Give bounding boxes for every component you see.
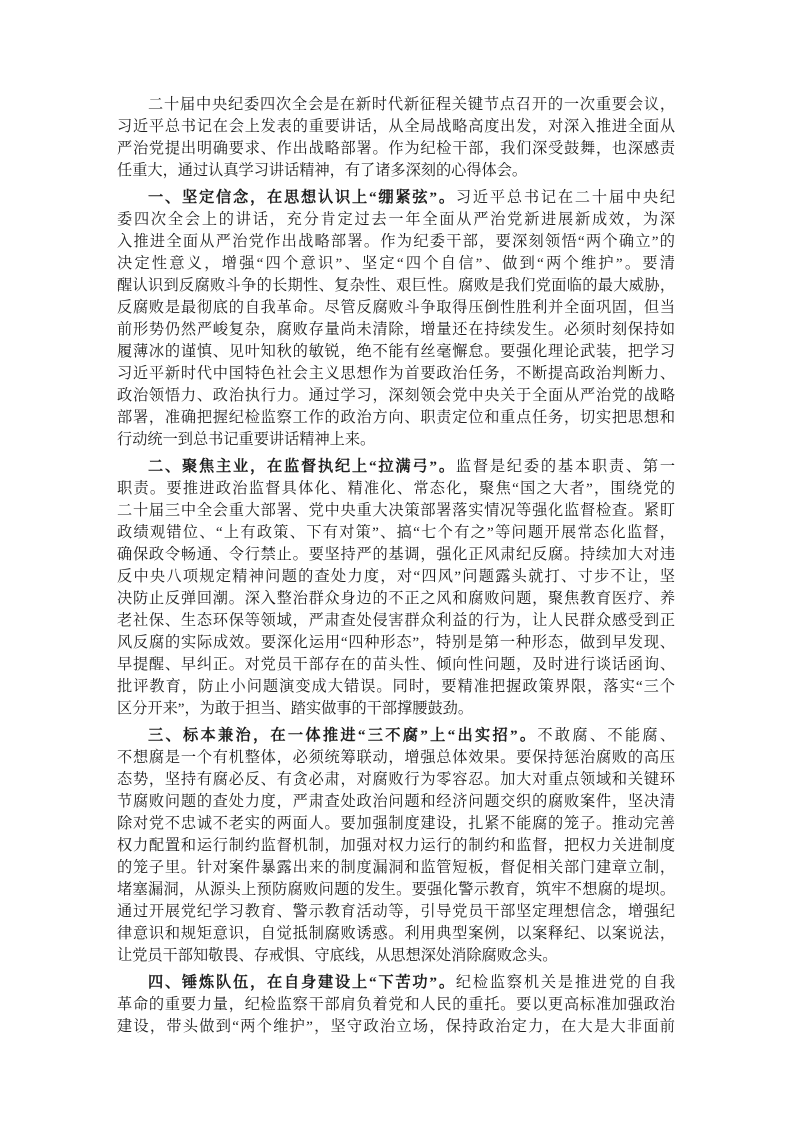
p3-line-11: 批评教育，防止小问题演变成大错误。同时，要精准把握政策界限，落实“三个 xyxy=(117,678,675,695)
p5-line-1 xyxy=(117,972,675,994)
p2-line-8: 履薄冰的谨慎、见叶知秋的敏锐，绝不能有丝毫懈怠。要强化理论武装，把学习 xyxy=(117,343,675,360)
p5-line-1-text: 纪检监察机关是推进党的自我 xyxy=(455,974,675,991)
p3-line-6: 反中央八项规定精神问题的查处力度，对“四风”问题露头就打、寸步不让，坚 xyxy=(117,568,675,585)
p3-line-5: 确保政令畅通、令行禁止。要坚持严的基调，强化正风肃纪反腐。持续加大对违 xyxy=(117,546,675,563)
p2-line-12: 行动统一到总书记重要讲话精神上来。 xyxy=(117,431,376,448)
p3-line-7: 决防止反弹回潮。深入整治群众身边的不正之风和腐败问题，聚焦教育医疗、养 xyxy=(117,590,675,607)
section-3-paragraph xyxy=(117,725,675,967)
p4-line-9: 通过开展党纪学习教育、警示教育活动等，引导党员干部坚定理想信念，增强纪 xyxy=(117,903,675,920)
p3-line-3: 二十届三中全会重大部署、党中央重大决策部署落实情况等强化监督检查。紧盯 xyxy=(117,502,675,519)
p2-line-6: 反腐败是最彻底的自我革命。尽管反腐败斗争取得压倒性胜利并全面巩固，但当 xyxy=(117,299,675,316)
section-2-heading: 二、聚焦主业，在监督执纪上“拉满弓”。 xyxy=(148,458,456,475)
p5-line-2: 革命的重要力量，纪检监察干部肩负着党和人民的重托。要以更高标准加强政治 xyxy=(117,996,675,1013)
p1-line-2: 习近平总书记在会上发表的重要讲话，从全局战略高度出发，对深入推进全面从 xyxy=(117,118,675,135)
p3-line-12: 区分开来”，为敢于担当、踏实做事的干部撑腰鼓劲。 xyxy=(117,700,474,717)
p4-line-4: 节腐败问题的查处力度，严肃查处政治问题和经济问题交织的腐败案件，坚决清 xyxy=(117,793,675,810)
p3-line-4: 政绩观错位、“上有政策、下有对策”、搞“七个有之”等问题开展常态化监督， xyxy=(117,524,675,541)
p3-line-1-text: 监督是纪委的基本职责、第一 xyxy=(455,458,675,475)
p2-line-3: 入推进全面从严治党作出战略部署。作为纪委干部，要深刻领悟“两个确立”的 xyxy=(117,233,675,250)
p3-line-2: 职责。要推进政治监督具体化、精准化、常态化，聚焦“国之大者”，围绕党的 xyxy=(117,480,675,497)
p3-line-8: 老社保、生态环保等领域，严肃查处侵害群众利益的行为，让人民群众感受到正 xyxy=(117,612,675,629)
p4-line-6: 权力配置和运行制约监督机制，加强对权力运行的制约和监督，把权力关进制度 xyxy=(117,837,675,854)
p4-line-3: 态势，坚持有腐必反、有贪必肃，对腐败行为零容忍。加大对重点领域和关键环 xyxy=(117,771,675,788)
p4-line-10: 律意识和规矩意识，自觉抵制腐败诱惑。利用典型案例，以案释纪、以案说法， xyxy=(117,925,675,942)
section-1-heading: 一、坚定信念，在思想认识上“绷紧弦”。 xyxy=(148,189,456,206)
intro-paragraph xyxy=(117,94,675,182)
p2-line-5: 醒认识到反腐败斗争的长期性、复杂性、艰巨性。腐败是我们党面临的最大威胁， xyxy=(117,277,675,294)
p2-line-4: 决定性意义，增强“四个意识”、坚定“四个自信”、做到“两个维护”。要清 xyxy=(117,255,675,272)
p1-line-3: 严治党提出明确要求、作出战略部署。作为纪检干部，我们深受鼓舞，也深感责 xyxy=(117,140,675,157)
p2-line-1-text: 习近平总书记在二十届中央纪 xyxy=(455,189,675,206)
p2-line-11: 部署，准确把握纪检监察工作的政治方向、职责定位和重点任务，切实把思想和 xyxy=(117,409,675,426)
document-body xyxy=(117,94,675,1038)
p3-line-10: 早提醒、早纠正。对党员干部存在的苗头性、倾向性问题，及时进行谈话函询、 xyxy=(117,656,675,673)
p4-line-1-text: 不敢腐、不能腐、 xyxy=(537,727,675,744)
p4-line-5: 除对党不忠诚不老实的两面人。要加强制度建设，扎紧不能腐的笼子。推动完善 xyxy=(117,815,675,832)
p3-line-1 xyxy=(117,456,675,478)
section-3-heading: 三、标本兼治，在一体推进“三不腐”上“出实招”。 xyxy=(148,727,538,744)
p5-line-3: 建设，带头做到“两个维护”，坚守政治立场，保持政治定力，在大是大非面前 xyxy=(117,1018,675,1035)
p1-line-1: 二十届中央纪委四次全会是在新时代新征程关键节点召开的一次重要会议， xyxy=(148,96,675,113)
p4-line-7: 的笼子里。针对案件暴露出来的制度漏洞和监管短板，督促相关部门建章立制， xyxy=(117,859,675,876)
section-1-paragraph xyxy=(117,187,675,451)
section-4-heading: 四、锤炼队伍，在自身建设上“下苦功”。 xyxy=(148,974,456,991)
p2-line-2: 委四次全会上的讲话，充分肯定过去一年全面从严治党新进展新成效，为深 xyxy=(117,211,675,228)
p2-line-9: 习近平新时代中国特色社会主义思想作为首要政治任务，不断提高政治判断力、 xyxy=(117,365,675,382)
p1-line-4: 任重大，通过认真学习讲话精神，有了诸多深刻的心得体会。 xyxy=(117,162,528,179)
p4-line-11: 让党员干部知敬畏、存戒惧、守底线，从思想深处消除腐败念头。 xyxy=(117,947,558,964)
p3-line-9: 风反腐的实际成效。要深化运用“四种形态”，特别是第一种形态，做到早发现、 xyxy=(117,634,675,651)
p4-line-1 xyxy=(117,725,675,747)
section-4-paragraph xyxy=(117,972,675,1038)
p4-line-8: 堵塞漏洞，从源头上预防腐败问题的发生。要强化警示教育，筑牢不想腐的堤坝。 xyxy=(117,881,675,898)
p2-line-1 xyxy=(117,187,675,209)
section-2-paragraph xyxy=(117,456,675,720)
p2-line-10: 政治领悟力、政治执行力。通过学习，深刻领会党中央关于全面从严治党的战略 xyxy=(117,387,675,404)
p2-line-7: 前形势仍然严峻复杂，腐败存量尚未清除，增量还在持续发生。必须时刻保持如 xyxy=(117,321,675,338)
p4-line-2: 不想腐是一个有机整体，必须统筹联动，增强总体效果。要保持惩治腐败的高压 xyxy=(117,749,675,766)
